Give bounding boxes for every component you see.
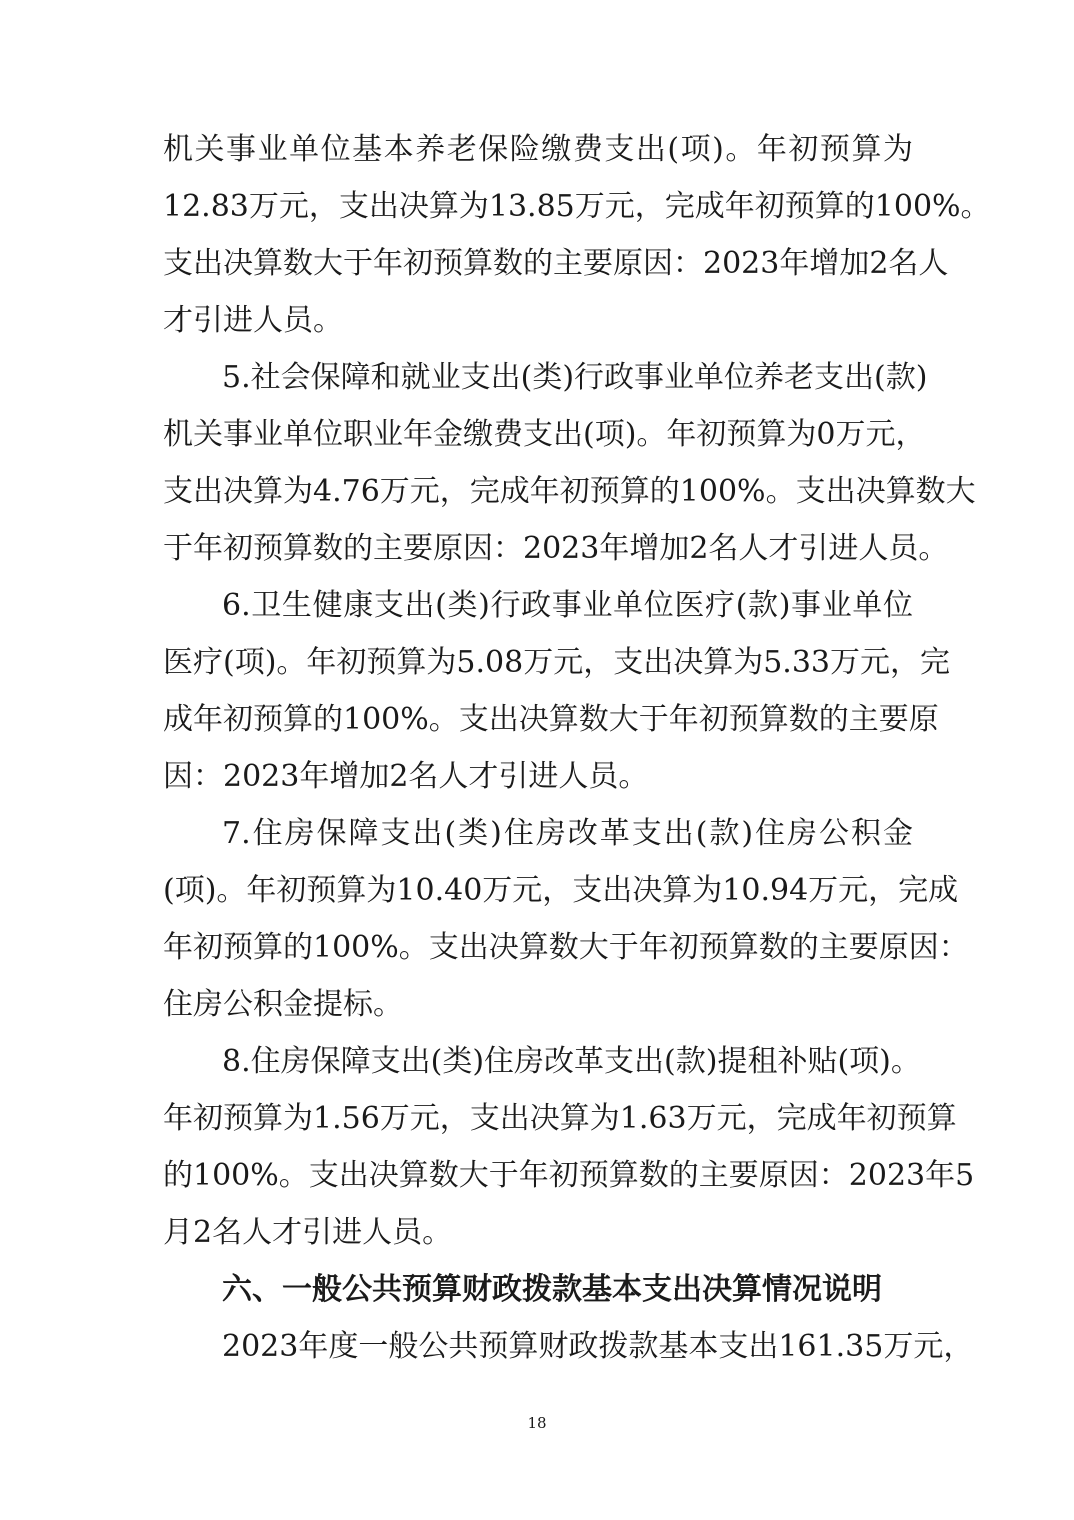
paragraph-8-line-2: 年初预算为1.56万元，支出决算为1.63万元，完成年初预算 [163,1101,957,1136]
paragraph-8-line-4: 月2名人才引进人员。 [163,1215,453,1250]
paragraph-6-line-3: 成年初预算的100%。支出决算数大于年初预算数的主要原 [163,702,939,737]
paragraph-7-line-1: 7.住房保障支出(类)住房改革支出(款)住房公积金 [222,816,913,851]
paragraph-5-line-4: 于年初预算数的主要原因：2023年增加2名人才引进人员。 [163,531,949,566]
section-heading: 六、一般公共预算财政拨款基本支出决算情况说明 [222,1272,882,1307]
paragraph-8-line-3: 的100%。支出决算数大于年初预算数的主要原因：2023年5 [163,1158,975,1193]
section-6-line-1: 2023年度一般公共预算财政拨款基本支出161.35万元， [222,1329,974,1364]
paragraph-5-line-1: 5.社会保障和就业支出(类)行政事业单位养老支出(款) [222,360,928,395]
paragraph-8-line-1: 8.住房保障支出(类)住房改革支出(款)提租补贴(项)。 [222,1044,921,1079]
paragraph-6-line-2: 医疗(项)。年初预算为5.08万元，支出决算为5.33万元，完 [163,645,951,680]
page-number: 18 [527,1414,547,1432]
paragraph-5-line-2: 机关事业单位职业年金缴费支出(项)。年初预算为0万元， [163,417,926,452]
paragraph-7-line-4: 住房公积金提标。 [163,987,403,1022]
paragraph-7-line-2: (项)。年初预算为10.40万元，支出决算为10.94万元，完成 [163,873,959,908]
paragraph-6-line-4: 因：2023年增加2名人才引进人员。 [163,759,649,794]
paragraph-4-line-3: 支出决算数大于年初预算数的主要原因：2023年增加2名人 [163,246,949,281]
paragraph-4-line-1: 机关事业单位基本养老保险缴费支出(项)。年初预算为 [163,132,913,167]
paragraph-5-line-3: 支出决算为4.76万元，完成年初预算的100%。支出决算数大 [163,474,976,509]
paragraph-4-line-2: 12.83万元，支出决算为13.85万元，完成年初预算的100%。 [163,189,991,224]
paragraph-6-line-1: 6.卫生健康支出(类)行政事业单位医疗(款)事业单位 [222,588,913,623]
paragraph-4-line-4: 才引进人员。 [163,303,343,338]
paragraph-7-line-3: 年初预算的100%。支出决算数大于年初预算数的主要原因： [163,930,969,965]
